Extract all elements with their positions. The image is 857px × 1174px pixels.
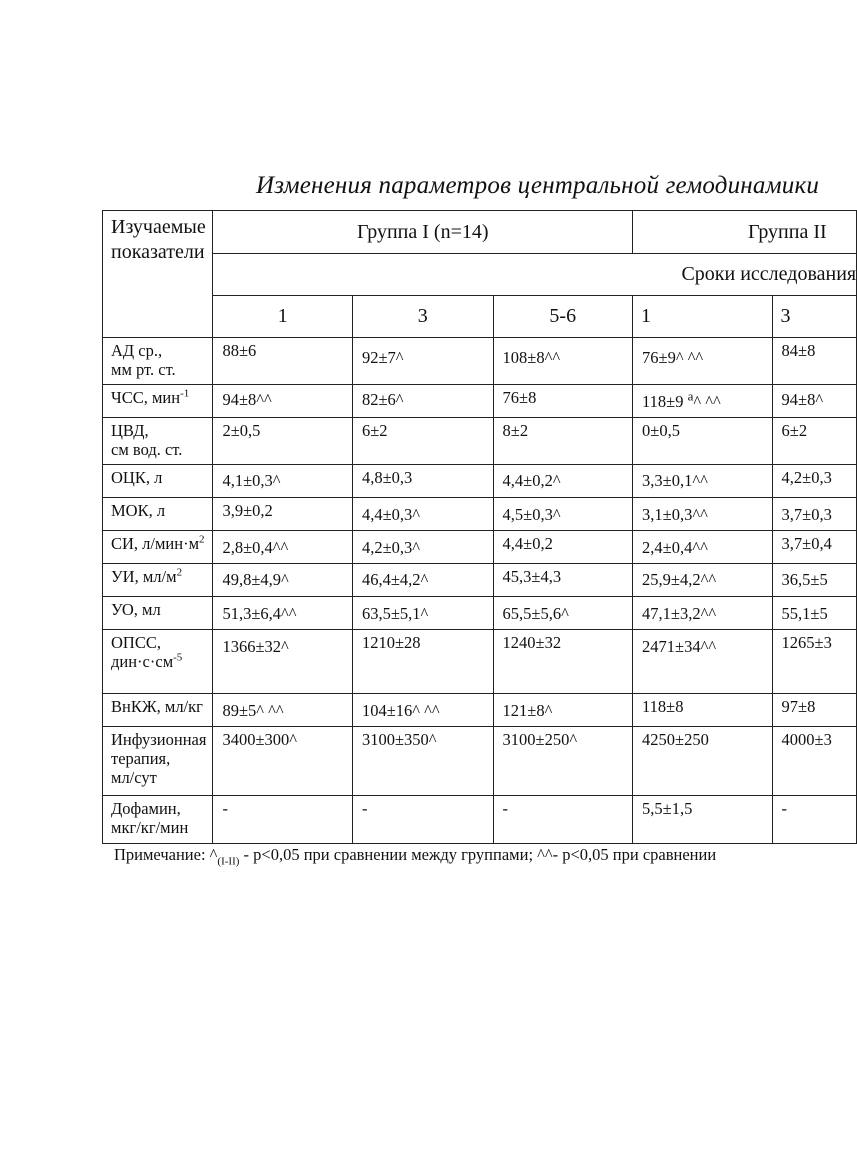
col-header-g2-1: 1	[633, 296, 773, 338]
row-label: ЦВД, см вод. ст.	[103, 418, 213, 465]
table-cell: -	[213, 796, 353, 844]
table-cell: 55,1±5	[772, 597, 857, 630]
table-cell: 104±16^ ^^	[352, 694, 493, 727]
table-cell: 6±2	[352, 418, 493, 465]
note-prefix: Примечание: ^	[114, 845, 218, 864]
row-label: АД ср., мм рт. ст.	[103, 338, 213, 385]
group1-header: Группа I (n=14)	[213, 211, 633, 254]
table-cell: 0±0,5	[633, 418, 773, 465]
table-cell: 47,1±3,2^^	[633, 597, 773, 630]
table-cell: 89±5^ ^^	[213, 694, 353, 727]
table-cell: 94±8^^	[213, 385, 353, 418]
table-cell: 3,9±0,2	[213, 498, 353, 531]
table-cell: 4,2±0,3	[772, 465, 857, 498]
param-header-line2: показатели	[111, 241, 205, 263]
table-cell: 94±8^	[772, 385, 857, 418]
table-row	[103, 630, 857, 694]
row-label: Дофамин, мкг/кг/мин	[103, 796, 213, 844]
table-cell: 82±6^	[352, 385, 493, 418]
table-cell: 92±7^	[352, 338, 493, 385]
table-cell: 76±8	[493, 385, 633, 418]
table-cell: 4,2±0,3^	[352, 531, 493, 564]
table-cell: 97±8	[772, 694, 857, 727]
table-row	[103, 694, 857, 727]
table-cell: 63,5±5,1^	[352, 597, 493, 630]
table-cell: 65,5±5,6^	[493, 597, 633, 630]
row-label: ВнКЖ, мл/кг	[103, 694, 213, 727]
table-cell: 3,7±0,4	[772, 531, 857, 564]
table-cell: 118±8	[633, 694, 773, 727]
table-row	[103, 465, 857, 498]
table-cell: 4,5±0,3^	[493, 498, 633, 531]
row-label: СИ, $л/мин\cdot м^2$	[103, 531, 213, 564]
table-cell: 4,4±0,2^	[493, 465, 633, 498]
table-cell: 2471±34^^	[633, 630, 773, 694]
table-cell: -	[772, 796, 857, 844]
table-cell: 5,5±1,5	[633, 796, 773, 844]
table-row	[103, 727, 857, 796]
table-cell: 3100±350^	[352, 727, 493, 796]
table-cell: 4250±250	[633, 727, 773, 796]
table-cell: 2,4±0,4^^	[633, 531, 773, 564]
table-cell: 2,8±0,4^^	[213, 531, 353, 564]
row-label: УО, мл	[103, 597, 213, 630]
row-label: Инфузионная терапия, мл/сут	[103, 727, 213, 796]
table-cell: 121±8^	[493, 694, 633, 727]
table-cell: 4,4±0,2	[493, 531, 633, 564]
table-title: Изменения параметров центральной гемодинамики	[256, 172, 820, 199]
table-cell: 88±6	[213, 338, 353, 385]
row-label: МОК, л	[103, 498, 213, 531]
table-cell: 4,4±0,3^	[352, 498, 493, 531]
table-cell: 46,4±4,2^	[352, 564, 493, 597]
note-subscript: (I-II)	[217, 855, 240, 868]
table-cell: 4,1±0,3^	[213, 465, 353, 498]
table-row	[103, 418, 857, 465]
table-cell: 45,3±4,3	[493, 564, 633, 597]
table-cell: 4000±3	[772, 727, 857, 796]
table-cell: 84±8	[772, 338, 857, 385]
table-cell: -	[352, 796, 493, 844]
header-row-periods	[103, 254, 857, 296]
table-cell: 25,9±4,2^^	[633, 564, 773, 597]
group2-header: Группа II	[633, 211, 857, 254]
table-cell: 3,3±0,1^^	[633, 465, 773, 498]
row-label: УИ, $мл/м^2$	[103, 564, 213, 597]
table-cell: 3400±300^	[213, 727, 353, 796]
table-cell: 3100±250^	[493, 727, 633, 796]
table-cell: 36,5±5	[772, 564, 857, 597]
table-cell: 118±9 $^а$^ ^^	[633, 385, 773, 418]
periods-header: Сроки исследования	[213, 254, 857, 296]
col-header-g2-3: 3	[772, 296, 857, 338]
col-header-g1-3: 3	[352, 296, 493, 338]
header-row-columns	[103, 296, 857, 338]
table-cell: 3,1±0,3^^	[633, 498, 773, 531]
table-cell: 51,3±6,4^^	[213, 597, 353, 630]
table-cell: 6±2	[772, 418, 857, 465]
table-row	[103, 385, 857, 418]
table-cell: 8±2	[493, 418, 633, 465]
param-header-cell	[103, 211, 213, 338]
table-cell: 108±8^^	[493, 338, 633, 385]
row-label: ЧСС, мин$^{-1}$	[103, 385, 213, 418]
hemodynamics-table	[102, 210, 857, 844]
header-row-groups	[103, 211, 857, 254]
table-cell: 3,7±0,3	[772, 498, 857, 531]
table-row	[103, 796, 857, 844]
col-header-g1-5-6: 5-6	[493, 296, 633, 338]
table-note	[114, 845, 717, 868]
table-cell: 1240±32	[493, 630, 633, 694]
table-cell: 1210±28	[352, 630, 493, 694]
table-row	[103, 564, 857, 597]
row-label: ОЦК, л	[103, 465, 213, 498]
table-cell: -	[493, 796, 633, 844]
table-cell: 49,8±4,9^	[213, 564, 353, 597]
table-row	[103, 338, 857, 385]
table-row	[103, 498, 857, 531]
col-header-g1-1: 1	[213, 296, 353, 338]
note-text: - р<0,05 при сравнении между группами; ^^- р<0,05 при сравнении	[239, 845, 717, 864]
table-cell: 2±0,5	[213, 418, 353, 465]
table-cell: 1265±3	[772, 630, 857, 694]
table-cell: 1366±32^	[213, 630, 353, 694]
table-row	[103, 531, 857, 564]
table-cell: 76±9^ ^^	[633, 338, 773, 385]
row-label: ОПСС, $дин\cdot с\cdot см^{-5}$	[103, 630, 213, 694]
table-row	[103, 597, 857, 630]
table-cell: 4,8±0,3	[352, 465, 493, 498]
param-header-line1: Изучаемые	[111, 216, 206, 238]
